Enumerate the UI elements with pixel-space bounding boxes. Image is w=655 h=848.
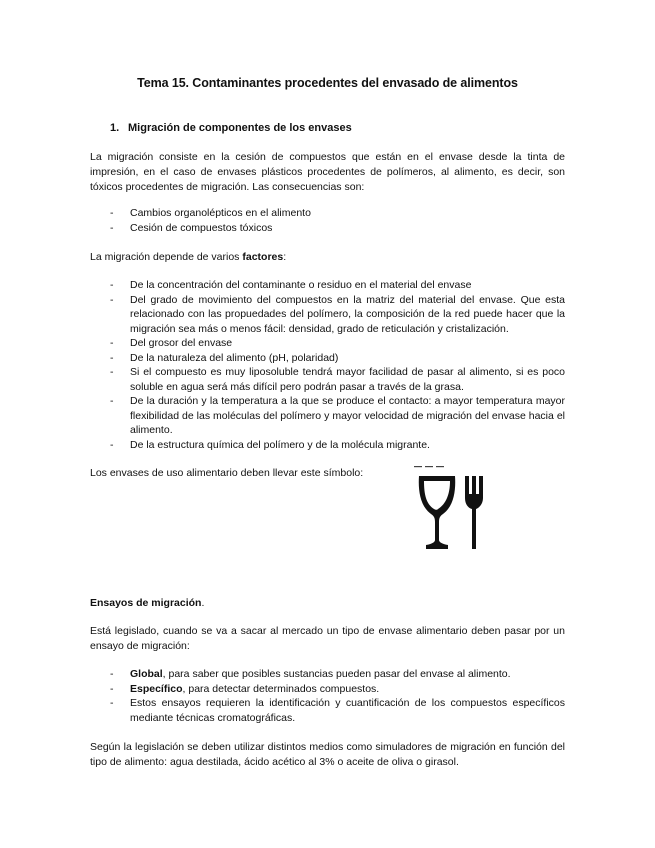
list-dash: -: [110, 207, 114, 219]
intro-paragraph: La migración consiste en la cesión de compuestos que están en el envase desde la tinta de impresión, en el caso de envases plásticos procedentes de polímeros, al alimento, es decir, son tóxicos procedentes de migración. Las consecuencias son:: [90, 151, 565, 193]
page-title: Tema 15. Contaminantes procedentes del envasado de alimentos: [137, 76, 518, 90]
list-item: - Cambios organolépticos en el alimento: [110, 207, 311, 219]
consequences-list: [90, 206, 565, 235]
ensayos-heading-text: Ensayos de migración: [90, 597, 202, 609]
ensayos-heading: Ensayos de migración.: [90, 597, 205, 609]
symbol-caption: Los envases de uso alimentario deben llevar este símbolo:: [90, 467, 364, 479]
list-dash: -: [110, 438, 114, 451]
list-item: - De la estructura química del polímero y de la molécula migrante.: [110, 438, 430, 451]
list-dash: -: [110, 221, 114, 234]
factors-list: [90, 278, 565, 452]
list-item: - De la duración y la temperatura a la que se produce el contacto: a mayor temperatura mayor flexibilidad de las moléculas del polímero y mayor velocidad de migración del envase hacia el alimento.: [110, 395, 565, 436]
list-item: - Si el compuesto es muy liposoluble tendrá mayor facilidad de pasar al alimento, si es poco soluble en agua será más difícil pero podrán pasar a través de la grasa.: [110, 366, 565, 393]
symbol-top-marks: [414, 465, 446, 469]
list-dash: -: [110, 337, 114, 349]
list-dash: -: [110, 395, 114, 407]
list-item: - Global, para saber que posibles sustancias pueden pasar del envase al alimento.: [110, 668, 511, 680]
section-number: 1.: [110, 122, 120, 134]
glass-fork-icon: [415, 472, 491, 552]
closing-paragraph: Según la legislación se deben utilizar distintos medios como simuladores de migración en función del tipo de alimento: agua destilada, ácido acético al 3% o aceite de oliva o girasol.: [90, 741, 565, 768]
factors-keyword: factores: [242, 251, 284, 263]
list-item: - Estos ensayos requieren la identificación y cuantificación de los compuestos específicos mediante técnicas cromatográficas.: [110, 697, 565, 724]
list-item: - De la concentración del contaminante o residuo en el material del envase: [110, 279, 472, 291]
list-item: - Del grado de movimiento del compuestos en la matriz del material del envase. Que esta relacionado con las propuedades del polímero, la composición de la red puede hacer que la migración sea más o menos fácil: densidad, grado de reticulación y cristalización.: [110, 293, 565, 335]
section-heading-migracion: [110, 122, 352, 134]
list-item: - Del grosor del envase: [110, 337, 233, 349]
ensayos-list: [90, 667, 565, 725]
list-dash: -: [110, 366, 114, 378]
list-dash: -: [110, 668, 114, 680]
list-dash: -: [110, 279, 114, 291]
list-dash: -: [110, 697, 114, 709]
list-item: - De la naturaleza del alimento (pH, polaridad): [110, 351, 339, 364]
list-dash: -: [110, 682, 114, 695]
list-dash: -: [110, 293, 114, 306]
list-dash: -: [110, 351, 114, 364]
ensayos-intro: Está legislado, cuando se va a sacar al mercado un tipo de envase alimentario deben pasar por un ensayo de migración:: [90, 625, 565, 652]
list-item: - Cesión de compuestos tóxicos: [110, 221, 273, 234]
section-heading-text: Migración de componentes de los envases: [128, 122, 352, 134]
list-item: - Específico, para detectar determinados compuestos.: [110, 682, 380, 695]
factors-intro: La migración depende de varios factores:: [90, 251, 287, 263]
